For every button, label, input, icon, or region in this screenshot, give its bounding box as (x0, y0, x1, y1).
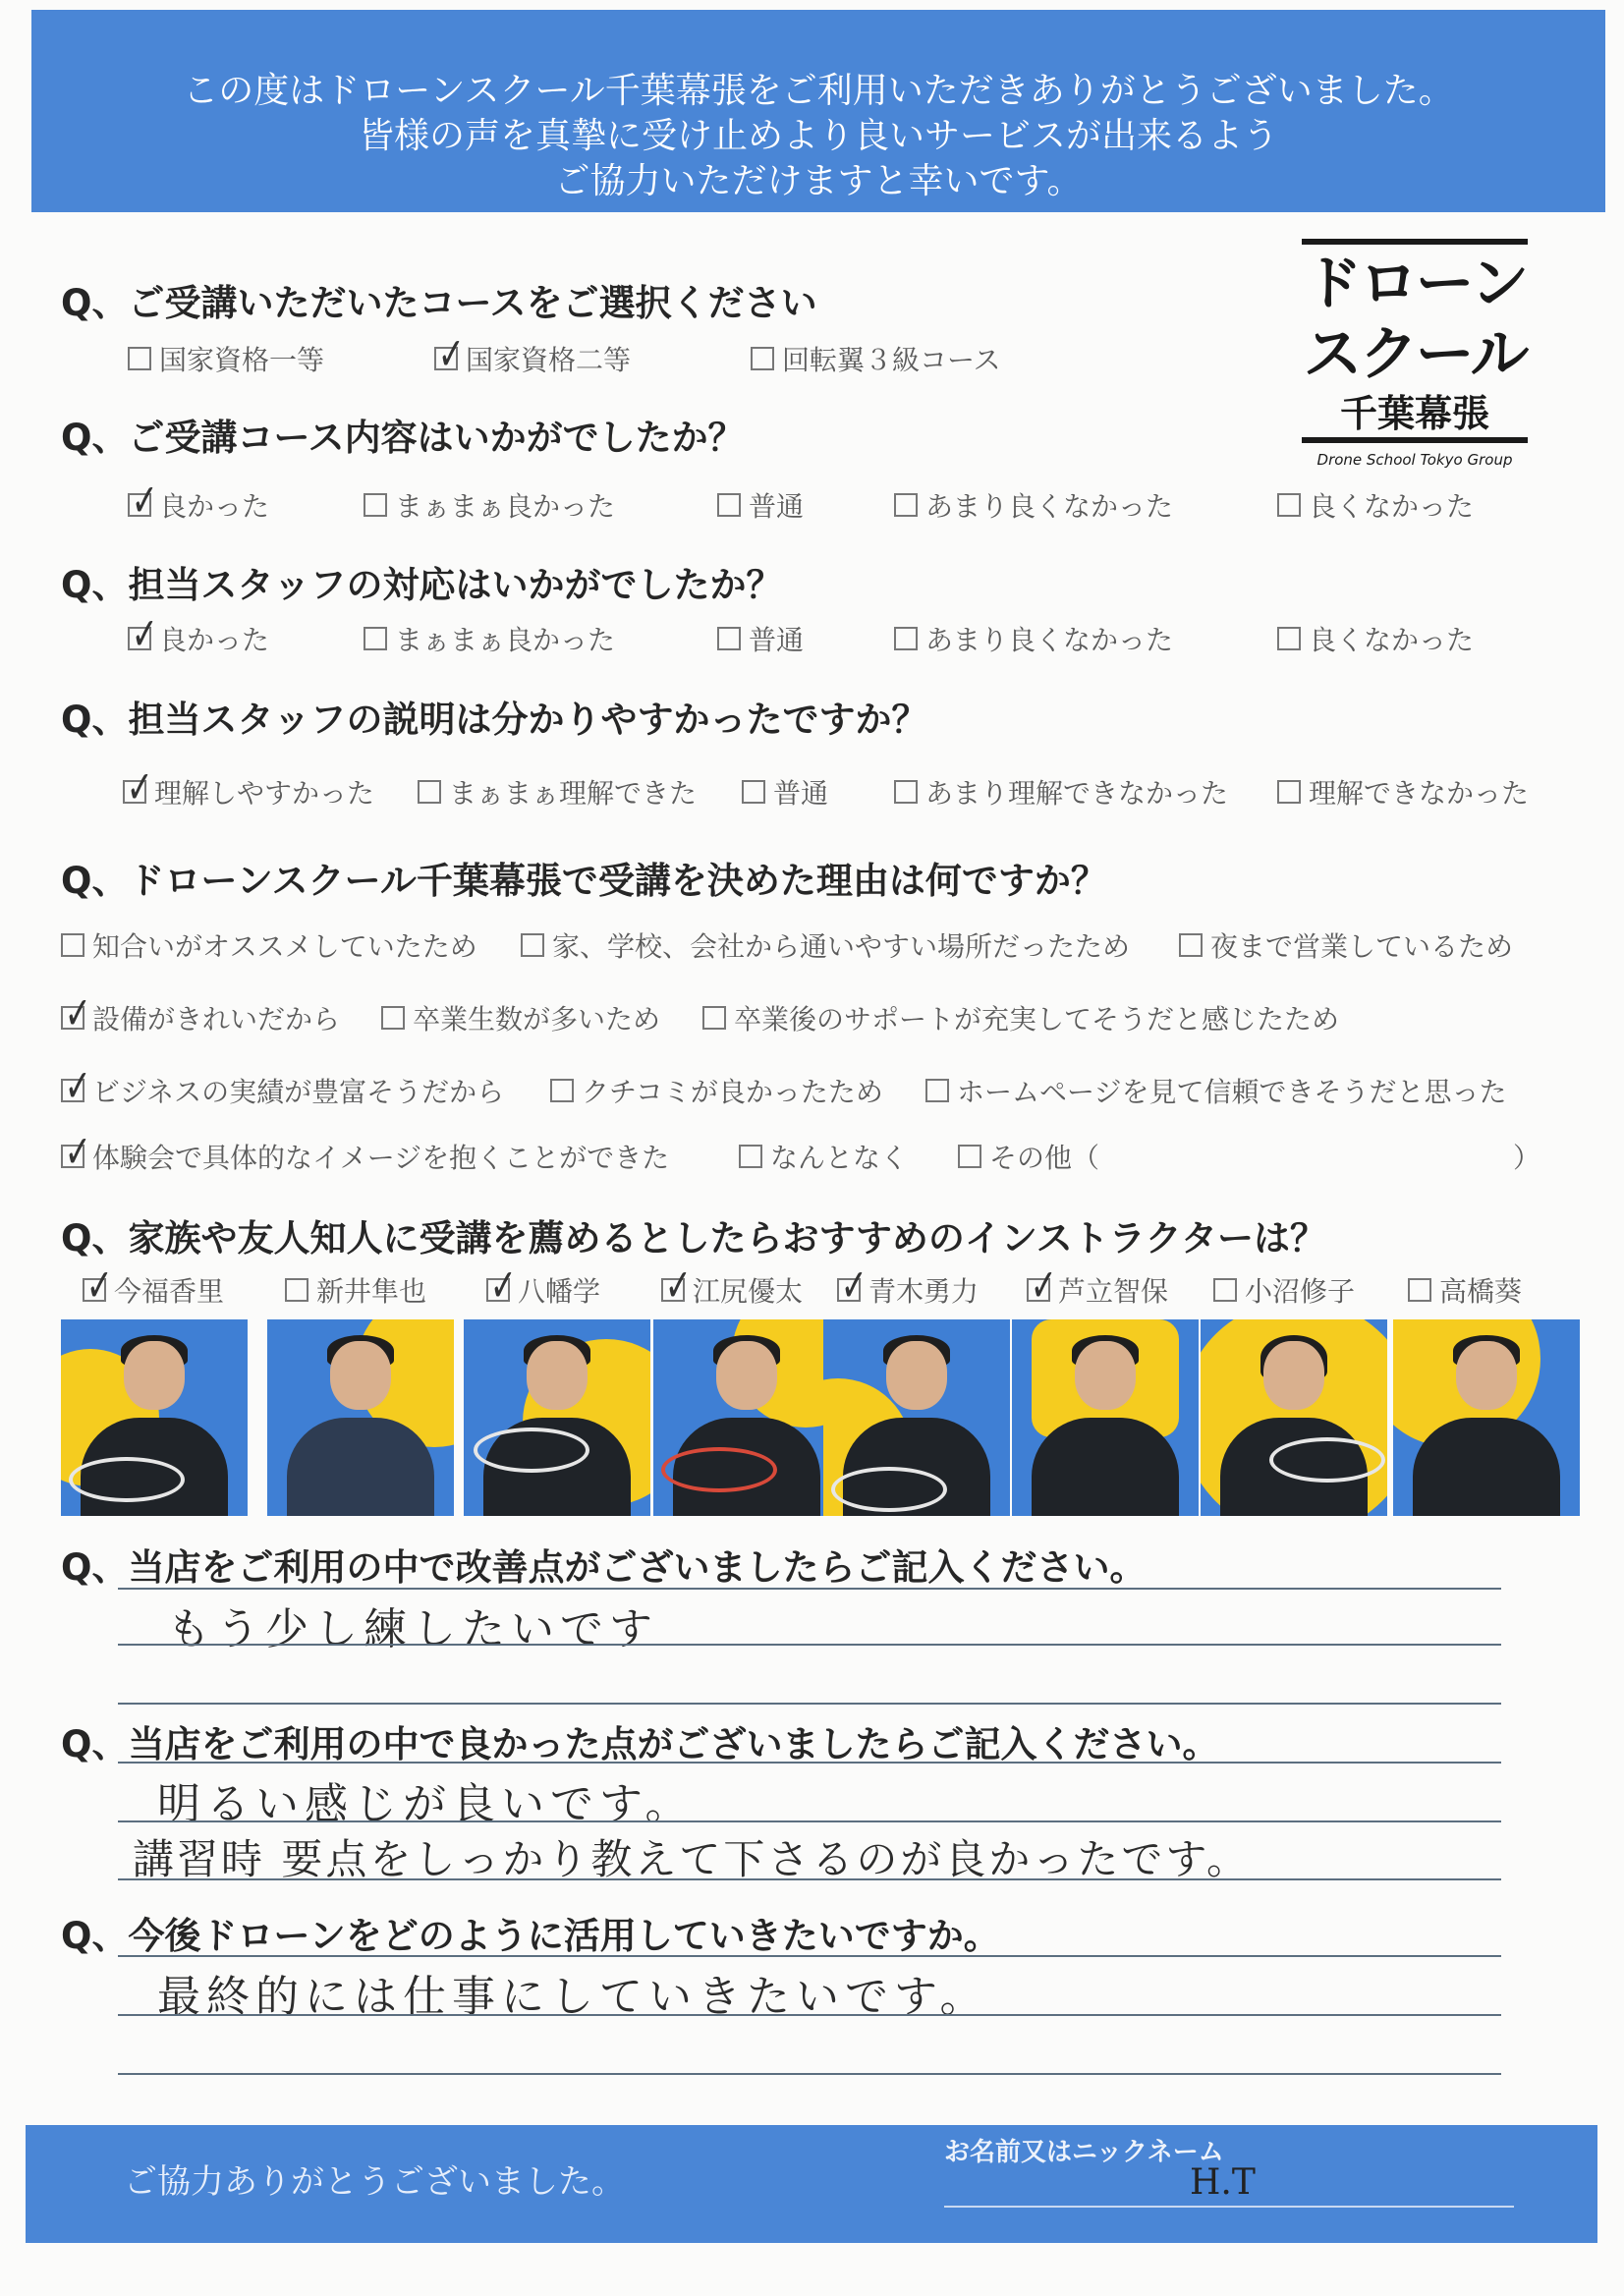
answer-line (118, 2014, 1501, 2016)
q5-option-5[interactable] (702, 998, 1339, 1037)
q2-option-0[interactable] (128, 485, 269, 525)
footer-thanks: ご協力ありがとうございました。 (124, 2162, 625, 2202)
option-label: 良かった (159, 490, 270, 523)
checkbox[interactable] (521, 933, 544, 957)
checkbox[interactable] (550, 1079, 574, 1102)
q9-answer: 最終的には仕事にしていきたいです。 (157, 1972, 989, 2022)
q4-question: Q、担当スタッフの説明は分かりやすかったですか？ (61, 699, 928, 741)
checkbox[interactable] (128, 627, 151, 650)
q5-option-6[interactable] (61, 1071, 504, 1110)
logo-tagline: Drone School Tokyo Group (1316, 451, 1513, 469)
q4-option-3[interactable] (894, 772, 1228, 812)
checkbox[interactable] (1277, 493, 1301, 517)
q5-question: Q、ドローンスクール千葉幕張で受講を決めた理由は何ですか？ (61, 860, 1107, 902)
q4-option-2[interactable] (742, 772, 828, 812)
q5-option-0[interactable] (61, 925, 477, 965)
checkbox[interactable] (486, 1278, 510, 1302)
instructor-photo-1 (267, 1319, 454, 1516)
option-label: ビジネスの実績が豊富そうだから (92, 1076, 505, 1108)
instructor-option-6[interactable] (1213, 1270, 1355, 1310)
option-label: その他（ (989, 1142, 1100, 1174)
instructor-option-1[interactable] (285, 1270, 426, 1310)
option-label: なんとなく (770, 1142, 909, 1174)
q8-answer-2: 講習時 要点をしっかり教えて下さるのが良かったです。 (133, 1835, 1251, 1883)
option-label: あまり理解できなかった (925, 777, 1229, 810)
q3-question: Q、担当スタッフの対応はいかがでしたか？ (61, 564, 783, 606)
option-label: 国家資格一等 (159, 344, 325, 376)
q5-option-3[interactable] (61, 998, 340, 1037)
checkbox[interactable] (364, 627, 387, 650)
header-banner (31, 10, 1605, 212)
option-label: 夜まで営業しているため (1210, 930, 1514, 963)
instructor-name: 青木勇力 (868, 1275, 980, 1308)
q5-option-1[interactable] (521, 925, 1130, 965)
q5-option-10[interactable] (739, 1137, 908, 1176)
checkbox[interactable] (128, 347, 151, 370)
answer-line (118, 1820, 1501, 1822)
q7-question: Q、当店をご利用の中で改善点がございましたらご記入ください。 (61, 1546, 1147, 1589)
checkbox[interactable] (837, 1278, 861, 1302)
logo-top-bar (1302, 239, 1528, 245)
checkbox[interactable] (61, 1006, 84, 1030)
banner-line-1: この度はドローンスクール千葉幕張をご利用いただきありがとうございました。 (183, 71, 1454, 111)
option-label: 普通 (749, 490, 805, 523)
checkbox[interactable] (739, 1145, 762, 1168)
checkbox[interactable] (1027, 1278, 1050, 1302)
option-label: 体験会で具体的なイメージを抱くことができた (92, 1142, 670, 1174)
checkbox[interactable] (381, 1006, 405, 1030)
instructor-photo-5 (1012, 1319, 1199, 1516)
q2-option-3[interactable] (894, 485, 1173, 525)
q4-option-1[interactable] (418, 772, 697, 812)
option-label: あまり良くなかった (925, 490, 1174, 523)
option-label: 知合いがオススメしていたため (92, 930, 477, 963)
q8-answer-1: 明るい感じが良いです。 (157, 1779, 695, 1829)
checkbox[interactable] (123, 780, 146, 804)
logo-line-2: スクール (1303, 320, 1527, 389)
option-label: 卒業後のサポートが充実してそうだと感じたため (734, 1003, 1340, 1036)
instructor-photo-6 (1201, 1319, 1387, 1516)
checkbox[interactable] (702, 1006, 726, 1030)
checkbox[interactable] (925, 1079, 949, 1102)
answer-line (118, 1703, 1501, 1705)
instructor-name: 八幡学 (518, 1275, 601, 1308)
instructor-photo-0 (61, 1319, 248, 1516)
checkbox[interactable] (894, 627, 918, 650)
option-label: クチコミが良かったため (582, 1076, 883, 1108)
banner-line-3: ご協力いただけますと幸いです。 (554, 161, 1083, 201)
instructor-photo-2 (464, 1319, 650, 1516)
q1-option-2[interactable] (751, 339, 1001, 378)
q3-option-4[interactable] (1277, 619, 1474, 658)
q3-option-2[interactable] (717, 619, 804, 658)
checkbox[interactable] (661, 1278, 685, 1302)
instructor-name: 新井隼也 (316, 1275, 427, 1308)
q4-option-0[interactable] (123, 772, 374, 812)
name-value[interactable]: H.T (1190, 2162, 1256, 2203)
q5-option-4[interactable] (381, 998, 660, 1037)
instructor-name: 今福香里 (114, 1275, 225, 1308)
instructor-option-4[interactable] (837, 1270, 979, 1310)
checkbox[interactable] (128, 493, 151, 517)
checkbox[interactable] (1277, 627, 1301, 650)
option-label: あまり良くなかった (925, 624, 1174, 656)
checkbox[interactable] (1277, 780, 1301, 804)
checkbox[interactable] (894, 493, 918, 517)
answer-line (118, 1588, 1501, 1590)
option-label: 良くなかった (1309, 624, 1475, 656)
checkbox[interactable] (742, 780, 765, 804)
banner-line-2: 皆様の声を真摯に受け止めより良いサービスが出来るよう (358, 116, 1278, 156)
instructor-option-3[interactable] (661, 1270, 803, 1310)
option-label: 設備がきれいだから (92, 1003, 341, 1036)
option-label: 卒業生数が多いため (413, 1003, 661, 1036)
checkbox[interactable] (751, 347, 774, 370)
answer-line (118, 1878, 1501, 1880)
option-label: 普通 (773, 777, 829, 810)
q3-option-3[interactable] (894, 619, 1173, 658)
logo-line-3: 千葉幕張 (1339, 392, 1489, 435)
checkbox[interactable] (61, 1079, 84, 1102)
checkbox[interactable] (717, 627, 741, 650)
option-label: ホームページを見て信頼できそうだと思った (957, 1076, 1507, 1108)
checkbox[interactable] (61, 1145, 84, 1168)
q6-question: Q、家族や友人知人に受講を薦めるとしたらおすすめのインストラクターは？ (61, 1217, 1326, 1260)
school-logo (1302, 239, 1528, 469)
q5-option-8[interactable] (925, 1071, 1506, 1110)
instructor-option-5[interactable] (1027, 1270, 1168, 1310)
checkbox[interactable] (1408, 1278, 1431, 1302)
option-label: まぁまぁ良かった (395, 490, 616, 523)
footer-banner (26, 2125, 1597, 2243)
q5-option-7[interactable] (550, 1071, 883, 1110)
q1-question: Q、ご受講いただいたコースをご選択ください (61, 282, 817, 324)
q2-option-4[interactable] (1277, 485, 1474, 525)
option-label: 良くなかった (1309, 490, 1475, 523)
checkbox[interactable] (285, 1278, 308, 1302)
option-label: 理解しやすかった (154, 777, 375, 810)
instructor-name: 小沼修子 (1245, 1275, 1356, 1308)
instructor-option-7[interactable] (1408, 1270, 1522, 1310)
instructor-photo-4 (823, 1319, 1010, 1516)
option-label: 回転翼３級コース (782, 344, 1001, 376)
checkbox[interactable] (717, 493, 741, 517)
q1-option-0[interactable] (128, 339, 324, 378)
q2-question: Q、ご受講コース内容はいかがでしたか？ (61, 417, 745, 459)
answer-line (118, 1762, 1501, 1764)
answer-line (118, 1955, 1501, 1957)
q5-other-close: ） (1513, 1142, 1541, 1174)
q2-option-2[interactable] (717, 485, 804, 525)
q5-option-11[interactable] (958, 1137, 1099, 1176)
checkbox[interactable] (83, 1278, 106, 1302)
q5-option-2[interactable] (1179, 925, 1513, 965)
instructor-name: 芦立智保 (1058, 1275, 1169, 1308)
instructor-photo-3 (653, 1319, 840, 1516)
checkbox[interactable] (434, 347, 458, 370)
option-label: 理解できなかった (1309, 777, 1530, 810)
option-label: まぁまぁ良かった (395, 624, 616, 656)
option-label: 家、学校、会社から通いやすい場所だったため (552, 930, 1131, 963)
logo-line-1: ドローン (1303, 250, 1527, 318)
checkbox[interactable] (894, 780, 918, 804)
checkbox[interactable] (364, 493, 387, 517)
checkbox[interactable] (61, 933, 84, 957)
instructor-name: 江尻優太 (693, 1275, 804, 1308)
instructor-photo-7 (1393, 1319, 1580, 1516)
option-label: 普通 (749, 624, 805, 656)
q4-option-4[interactable] (1277, 772, 1529, 812)
q5-option-9[interactable] (61, 1137, 669, 1176)
q7-answer: もう少し練したいです (167, 1604, 658, 1654)
q3-option-1[interactable] (364, 619, 615, 658)
checkbox[interactable] (1213, 1278, 1237, 1302)
option-label: 良かった (159, 624, 270, 656)
checkbox[interactable] (958, 1145, 981, 1168)
q2-option-1[interactable] (364, 485, 615, 525)
option-label: まぁまぁ理解できた (449, 777, 698, 810)
checkbox[interactable] (418, 780, 441, 804)
q1-option-1[interactable] (434, 339, 631, 378)
checkbox[interactable] (1179, 933, 1203, 957)
instructor-option-0[interactable] (83, 1270, 224, 1310)
option-label: 国家資格二等 (466, 344, 632, 376)
name-label: お名前又はニックネーム (944, 2138, 1224, 2167)
q8-question: Q、当店をご利用の中で良かった点がございましたらご記入ください。 (61, 1723, 1219, 1765)
answer-line (118, 1644, 1501, 1646)
instructor-name: 高橋葵 (1439, 1275, 1523, 1308)
q9-question: Q、今後ドローンをどのように活用していきたいですか。 (61, 1915, 1000, 1957)
name-underline (944, 2206, 1514, 2208)
instructor-option-2[interactable] (486, 1270, 600, 1310)
answer-line (118, 2073, 1501, 2075)
q3-option-0[interactable] (128, 619, 269, 658)
logo-bottom-bar (1302, 437, 1528, 443)
